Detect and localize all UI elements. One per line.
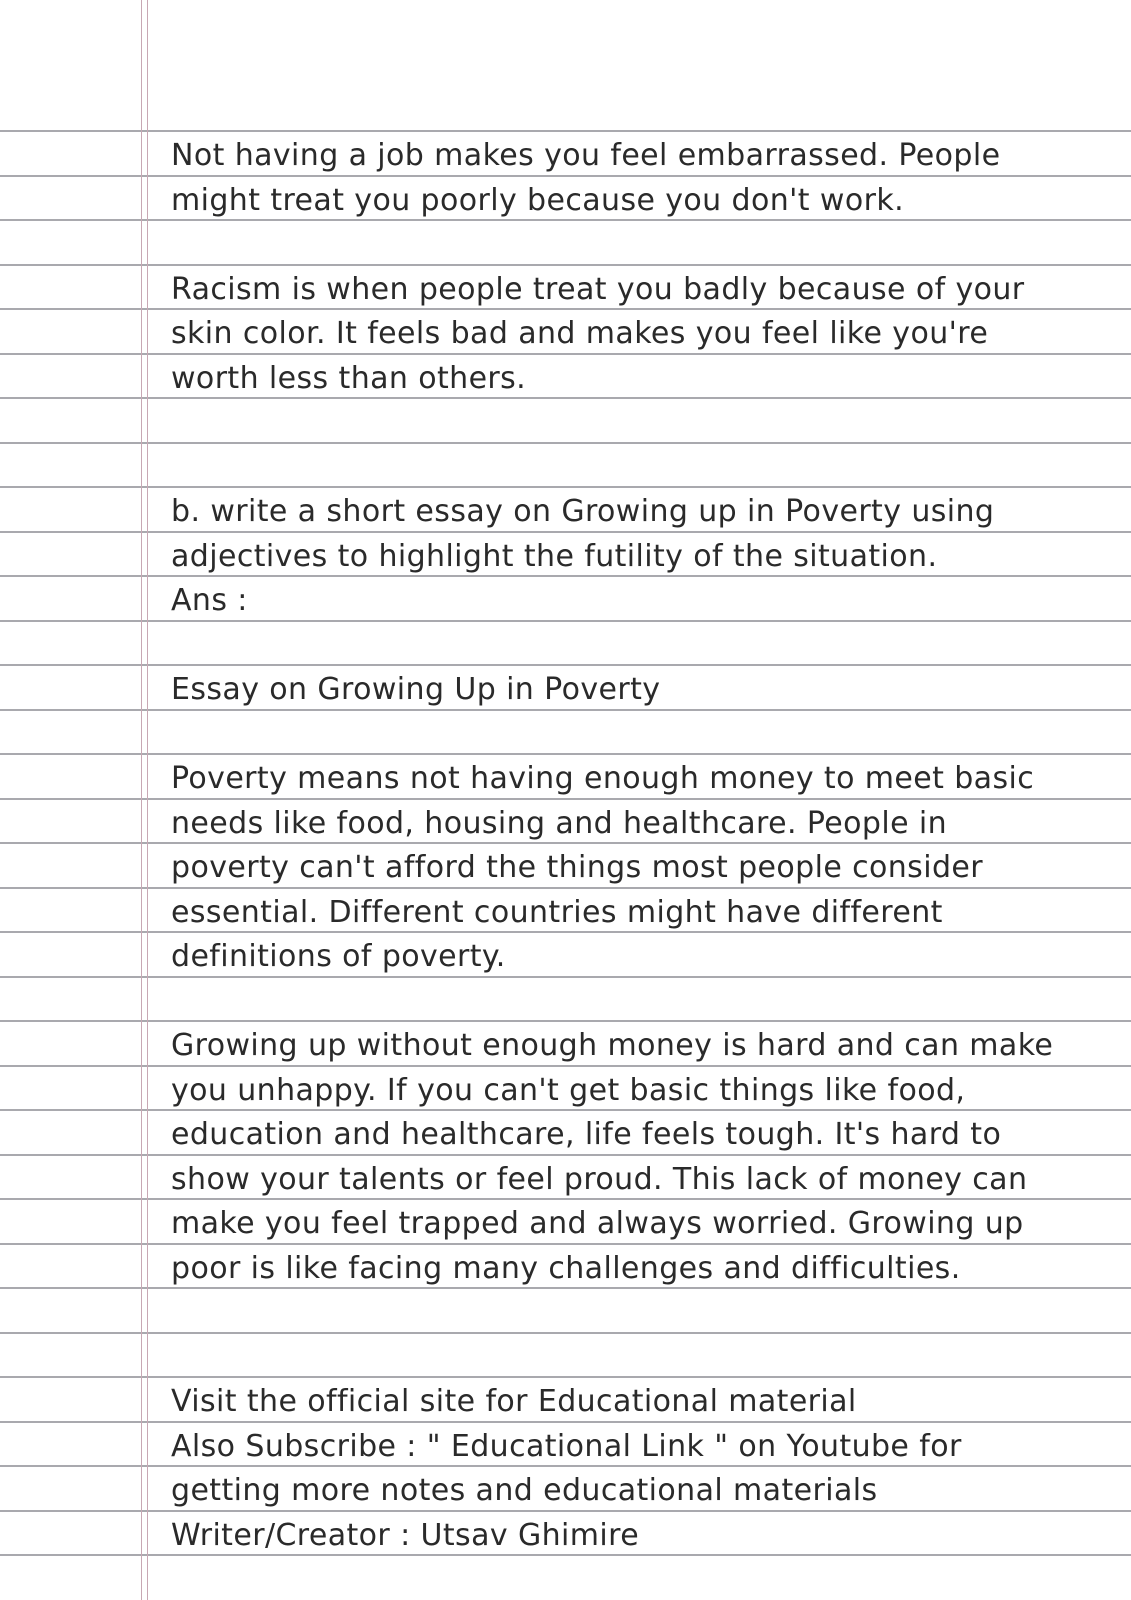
text-line: might treat you poorly because you don't work. <box>171 182 905 218</box>
text-line: you unhappy. If you can't get basic things like food, <box>171 1072 966 1108</box>
text-line: needs like food, housing and healthcare. People in <box>171 805 948 841</box>
ruled-line <box>0 130 1131 132</box>
text-line: worth less than others. <box>171 360 527 396</box>
essay-title: Essay on Growing Up in Poverty <box>171 672 661 707</box>
text-line: make you feel trapped and always worried. Growing up <box>171 1206 1024 1241</box>
text-line: definitions of poverty. <box>171 939 506 974</box>
answer-label: Ans : <box>171 583 248 618</box>
text-line: Poverty means not having enough money to meet basic <box>171 761 1035 796</box>
text-line: Growing up without enough money is hard and can make <box>171 1028 1054 1063</box>
text-line: poor is like facing many challenges and difficulties. <box>171 1250 961 1286</box>
footer-line: Writer/Creator : Utsav Ghimire <box>171 1517 640 1553</box>
ruled-line <box>0 1332 1131 1334</box>
footer-line: Visit the official site for Educational material <box>171 1384 857 1419</box>
ruled-line <box>0 753 1131 755</box>
text-line: Racism is when people treat you badly because of your <box>171 271 1025 307</box>
text-line: skin color. It feels bad and makes you feel like you're <box>171 316 989 351</box>
question-line: b. write a short essay on Growing up in Poverty using <box>171 494 995 529</box>
text-line: poverty can't afford the things most people consider <box>171 850 983 885</box>
footer-line: Also Subscribe : " Educational Link " on Youtube for <box>171 1428 962 1464</box>
ruled-line <box>0 620 1131 622</box>
text-line: essential. Different countries might have different <box>171 894 943 930</box>
margin-line <box>147 0 148 1600</box>
ruled-line <box>0 664 1131 666</box>
ruled-line <box>0 1376 1131 1378</box>
margin-line <box>141 0 142 1600</box>
footer-line: getting more notes and educational materials <box>171 1473 878 1508</box>
question-line: adjectives to highlight the futility of the situation. <box>171 538 938 574</box>
ruled-line <box>0 976 1131 978</box>
ruled-line <box>0 442 1131 444</box>
text-line: show your talents or feel proud. This lack of money can <box>171 1161 1028 1197</box>
ruled-line <box>0 1020 1131 1022</box>
ruled-line <box>0 397 1131 399</box>
ruled-line <box>0 486 1131 488</box>
text-line: education and healthcare, life feels tough. It's hard to <box>171 1117 1002 1152</box>
text-line: Not having a job makes you feel embarrassed. People <box>171 138 1001 173</box>
